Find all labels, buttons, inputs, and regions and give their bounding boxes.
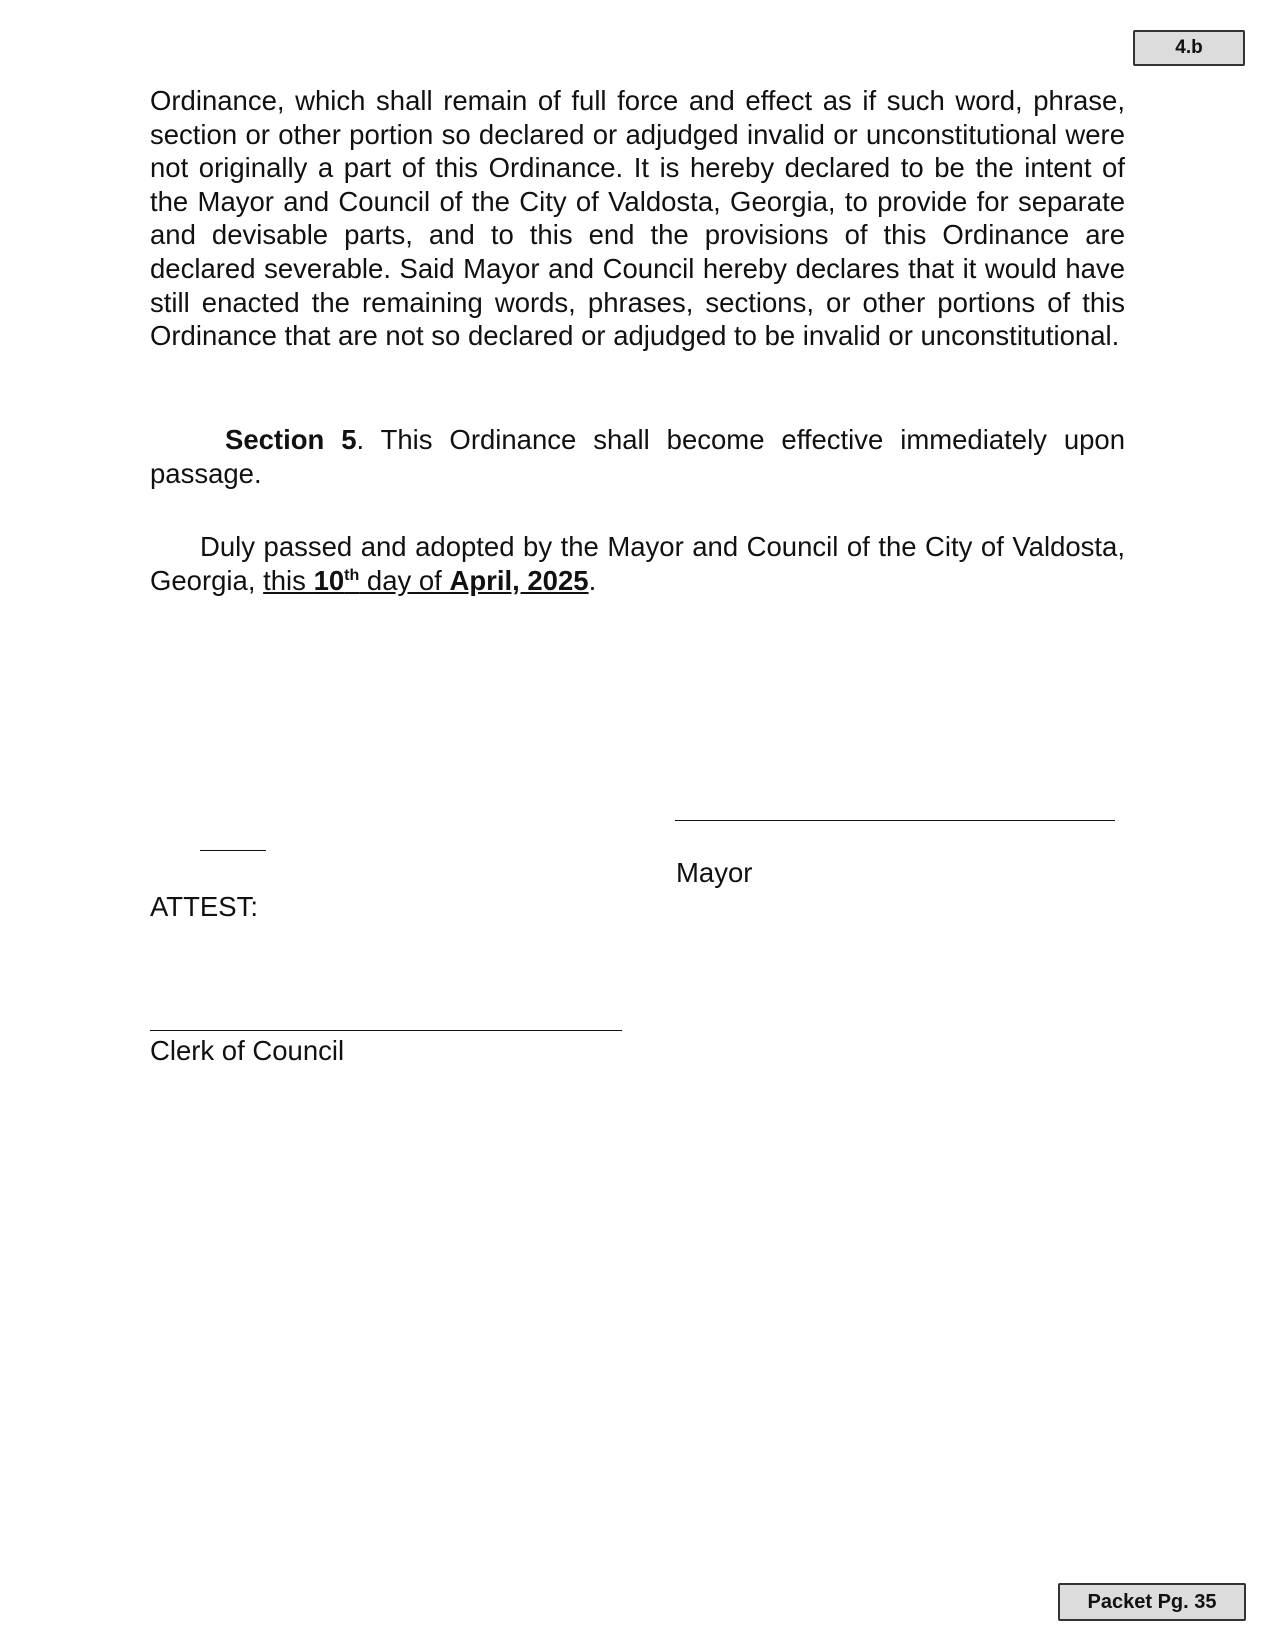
short-signature-line [200,850,266,851]
packet-page-badge: Packet Pg. 35 [1058,1583,1246,1621]
mayor-label: Mayor [676,857,753,888]
adoption-lead: Duly passed and adopted by the Mayor and Council of the City of Valdosta, Georgia, [150,531,1125,596]
adoption-this: this [263,564,314,596]
attest-label: ATTEST: [150,891,258,922]
adoption-date: April, 2025 [449,564,589,596]
adoption-day: 10 [313,564,345,596]
adoption-day-suffix: th [344,566,360,584]
mayor-signature-line [675,820,1115,821]
severability-paragraph: Ordinance, which shall remain of full force and effect as if such word, phrase, section or other portion so declared or adjudged invalid or unconstitutional were not originally a part of this Ordinance. It is hereby declared to be the intent of the Mayor and Council of the City of Valdosta, Georgia, to provide for separate and devisable parts, and to this end the provisions of this Ordinance are declared severable. Said Mayor and Council hereby declares that it would have still enacted the remaining words, phrases, sections, or other portions of this Ordinance that are not so declared or adjudged to be invalid or unconstitutional. [150,85,1125,352]
adoption-date-phrase [263,565,588,596]
adoption-day-of: day of [359,564,450,596]
clerk-label: Clerk of Council [150,1035,345,1066]
adoption-end: . [588,564,597,596]
attachment-tab-badge: 4.b [1133,30,1245,66]
clerk-signature-line [150,1030,622,1031]
adoption-paragraph [150,530,1125,597]
section-5-paragraph [150,423,1125,490]
section-5-heading: Section 5 [225,424,357,455]
section-5-text: . This Ordinance shall become effective immediately upon passage. [150,424,1126,489]
